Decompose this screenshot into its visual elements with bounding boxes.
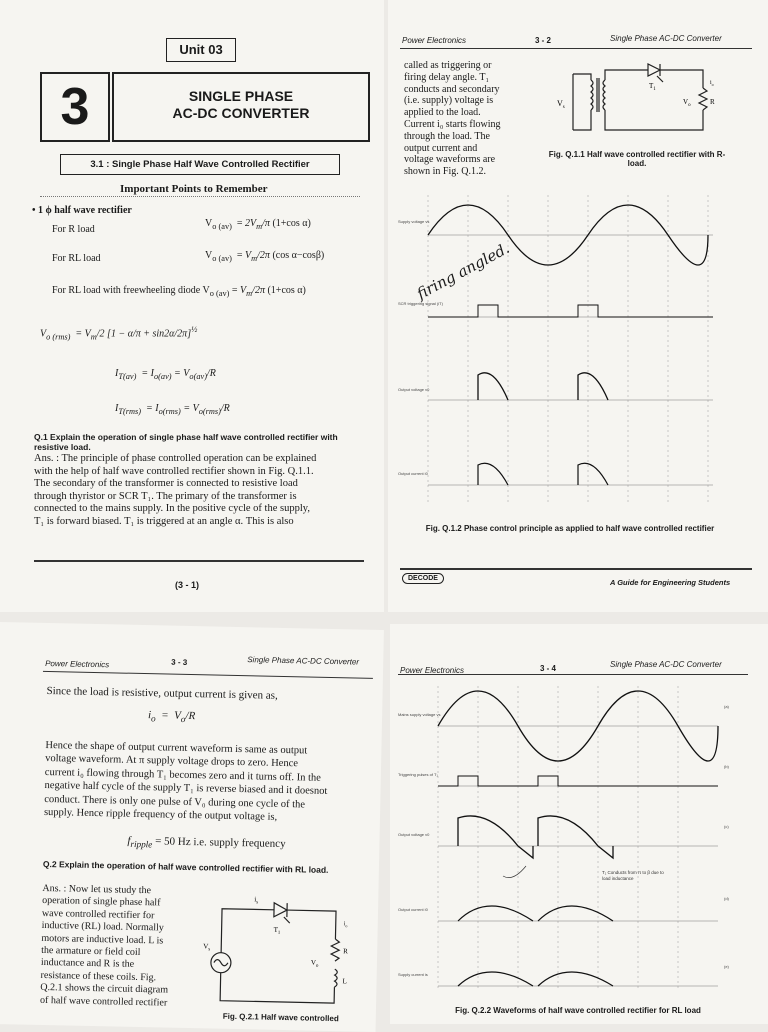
text-column xyxy=(404,60,542,178)
row-tag-b: (b) xyxy=(724,764,730,769)
fripple-text: = 50 Hz i.e. supply frequency xyxy=(155,835,286,850)
text-line: Current i₀ starts flowing xyxy=(404,119,542,131)
fig-q22-caption: Fig. Q.2.2 Waveforms of half wave controlled rectifier for RL load xyxy=(408,1006,748,1015)
label-mains: Mains supply voltage vs xyxy=(398,712,440,717)
ans2-line: inductive (RL) load. Normally xyxy=(42,920,192,936)
important-heading: Important Points to Remember xyxy=(120,183,268,195)
ans1-line: Ans. : The principle of phase controlled operation can be explained xyxy=(34,453,364,466)
para-line: current i₀ flowing through T₁ becomes zero and it turns off. In the xyxy=(45,766,375,786)
r-label: R xyxy=(710,98,715,106)
handwritten-note: firing angled. xyxy=(414,239,513,303)
r-label: R xyxy=(343,947,348,955)
ans2-line: wave controlled rectifier for xyxy=(42,908,192,924)
bullet-text: 1 ϕ half wave rectifier xyxy=(38,205,132,216)
fig-q21-caption: Fig. Q.2.1 Half wave controlled xyxy=(206,1011,356,1023)
is-label: $i_s$ xyxy=(254,895,258,905)
chapter-title-line2: AC-DC CONVERTER xyxy=(114,105,368,121)
eq-rl-load: $V_{o (av)} = V_m/2\pi$ (cos α−cosβ) xyxy=(205,250,324,263)
ans2-line: resistance of these coils. Fig. xyxy=(40,970,190,986)
page-number: (3 - 1) xyxy=(175,580,199,590)
bullet-item: • 1 ϕ half wave rectifier xyxy=(32,205,132,216)
circuit-diagram-r-load xyxy=(553,60,723,142)
intro-line: Since the load is resistive, output current is given as, xyxy=(46,685,376,705)
rl-fw-label: For RL load with freewheeling diode $V_{o (av)} = V_m/2\pi$ (1+cos α) xyxy=(52,285,306,298)
eq-vrms: $V_{o (rms)} = V_m/2$ $[1 - \alpha/\pi + \sin 2\alpha/2\pi]^{\frac{1}{2}}$ xyxy=(40,325,197,341)
t1-label: $T_1$ xyxy=(273,926,280,936)
footer-rule xyxy=(34,560,364,562)
decode-logo: DECODE xyxy=(402,573,444,584)
para-line: supply. Hence ripple frequency of the output voltage is, xyxy=(44,806,374,826)
row-tag-d: (d) xyxy=(724,896,730,901)
header-left: Power Electronics xyxy=(400,666,464,675)
label-trigger: Triggering pulses of T₁ xyxy=(398,772,438,777)
chapter-title-line1: SINGLE PHASE xyxy=(114,88,368,104)
ans2-line: motors are inductive load. L is xyxy=(41,933,191,949)
fig-q11-caption: Fig. Q.1.1 Half wave controlled rectifier with R-load. xyxy=(544,150,730,168)
t1-label: $T_1$ xyxy=(649,82,656,92)
question-1: Q.1 Explain the operation of single phase half wave controlled rectifier with resistive load. xyxy=(34,432,364,452)
chapter-number: 3 xyxy=(40,72,110,142)
question-2: Q.2 Explain the operation of half wave controlled rectifier with RL load. xyxy=(43,859,373,876)
eq-it-av: $I_{T(av)} = I_{o(av)} = V_{o(av)}/R$ xyxy=(115,368,216,381)
label-vo: Output voltage v0 xyxy=(398,387,430,392)
header-right: Single Phase AC-DC Converter xyxy=(247,655,359,666)
ans1-line: connected to the mains supply. In the positive cycle of the supply, xyxy=(34,503,364,516)
text-line: voltage waveforms are xyxy=(404,154,542,166)
ans2-line: Q.2.1 shows the circuit diagram xyxy=(40,982,190,998)
header-left: Power Electronics xyxy=(45,659,109,669)
header-rule xyxy=(398,674,748,675)
label-vo: Output voltage v0 xyxy=(398,832,430,837)
label-supply: Supply voltage vs xyxy=(398,219,429,224)
ans1-line: through thyristor or SCR T₁. The primary of the transformer is xyxy=(34,491,364,504)
page-3 xyxy=(0,622,384,1032)
ans1-line: with the help of half wave controlled rectifier shown in Fig. Q.1.1. xyxy=(34,466,364,479)
rl-load-label: For RL load xyxy=(52,253,101,264)
label-is: Supply current is xyxy=(398,972,428,977)
header-page: 3 - 4 xyxy=(540,664,556,673)
text-line: firing delay angle. T₁ xyxy=(404,72,542,84)
chapter-title-box xyxy=(112,72,370,142)
text-line: (i.e. supply) voltage is xyxy=(404,95,542,107)
text-line: through the load. The xyxy=(404,131,542,143)
vo-label: $V_o$ xyxy=(683,98,691,108)
dotted-divider xyxy=(40,196,360,197)
row-tag-c: (c) xyxy=(724,824,729,829)
page-4 xyxy=(390,624,768,1024)
paragraph xyxy=(44,739,376,826)
header-rule xyxy=(43,671,373,679)
footer-tagline: A Guide for Engineering Students xyxy=(610,578,730,587)
page-2 xyxy=(388,0,768,612)
eq-it-rms: $I_{T(rms)} = I_{o(rms)} = V_{o(rms)}/R$ xyxy=(115,403,230,416)
header-right: Single Phase AC-DC Converter xyxy=(610,34,722,43)
fig-q12-caption: Fig. Q.1.2 Phase control principle as applied to half wave controlled rectifier xyxy=(404,524,736,533)
section-heading: 3.1 : Single Phase Half Wave Controlled Rectifier xyxy=(60,154,340,175)
eq-fripple: $f_{ripple} = 50$ Hz i.e. supply frequency xyxy=(127,835,285,852)
answer-1 xyxy=(34,453,364,529)
r-load-label: For R load xyxy=(52,224,95,235)
conduction-note: T₁ Conducts from π to β due to load inductance xyxy=(602,870,672,881)
circuit-diagram-rl-load xyxy=(202,888,354,1011)
ans2-line: the armature or field coil xyxy=(41,945,191,961)
io-label: $i_o$ xyxy=(344,921,348,928)
unit-label: Unit 03 xyxy=(166,38,236,62)
ans2-line: operation of single phase half xyxy=(42,895,192,911)
fig-q22-waveforms xyxy=(398,686,738,998)
header-rule xyxy=(400,48,752,49)
para-line: Hence the shape of output current waveform is same as output xyxy=(45,739,375,759)
header-left: Power Electronics xyxy=(402,36,466,45)
row-tag-a: (a) xyxy=(724,704,730,709)
vs-label: $V_s$ xyxy=(557,99,565,110)
label-io: Output current i0 xyxy=(398,471,429,476)
ans2-line: of half wave controlled rectifier xyxy=(40,995,190,1011)
ans1-line: The secondary of the transformer is connected to resistive load xyxy=(34,478,364,491)
ans1-line: T₁ is forward biased. T₁ is triggered at an angle α. This is also xyxy=(34,516,364,529)
text-line: output current and xyxy=(404,143,542,155)
text-line: conducts and secondary xyxy=(404,84,542,96)
rl-fw-text: For RL load with freewheeling diode xyxy=(52,285,200,296)
text-line: called as triggering or xyxy=(404,60,542,72)
row-tag-e: (e) xyxy=(724,964,730,969)
io-label: $i_o$ xyxy=(710,80,714,87)
header-page: 3 - 2 xyxy=(535,36,551,45)
vs-label: $V_s$ xyxy=(203,942,210,952)
footer-rule xyxy=(400,568,752,570)
vo-label: $V_o$ xyxy=(311,959,319,969)
label-io: Output current i0 xyxy=(398,907,429,912)
label-trigger: SCR triggering signal (iT) xyxy=(398,301,444,306)
l-label: L xyxy=(342,977,346,985)
ans2-line: Ans. : Now let us study the xyxy=(42,883,192,899)
header-page: 3 - 3 xyxy=(171,658,187,667)
header-right: Single Phase AC-DC Converter xyxy=(610,660,722,669)
fig-q12-waveforms xyxy=(398,195,728,515)
text-line: shown in Fig. Q.1.2. xyxy=(404,166,542,178)
para-line: negative half cycle of the supply T₁ is reverse biased and it doesnot xyxy=(44,779,374,799)
para-line: conduct. There is only one pulse of V₀ during one cycle of the xyxy=(44,793,374,813)
answer-2 xyxy=(40,883,193,1010)
eq-io: $i_o = V_o/R$ xyxy=(148,709,195,724)
ans2-line: inductance and R is the xyxy=(41,957,191,973)
text-line: applied to the load. xyxy=(404,107,542,119)
para-line: voltage waveform. At π supply voltage drops to zero. Hence xyxy=(45,752,375,772)
page-1 xyxy=(0,0,384,612)
eq-r-load: $V_{o (av)} = 2V_m/\pi$ (1+cos α) xyxy=(205,218,311,231)
